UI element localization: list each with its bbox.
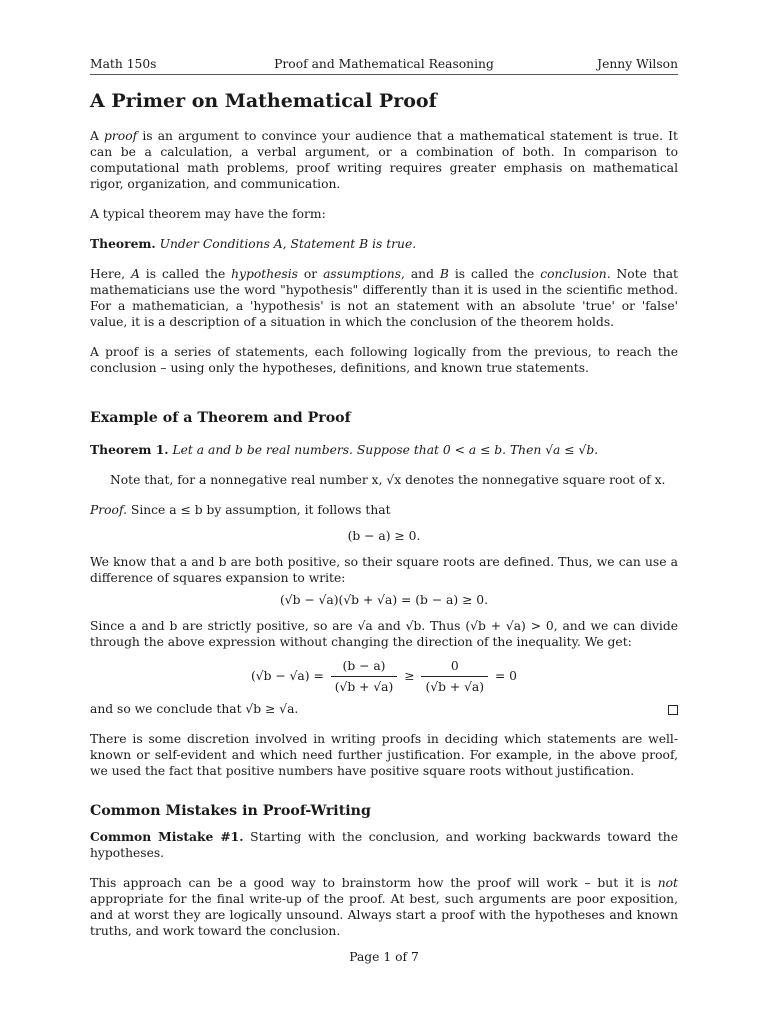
author-name: Jenny Wilson bbox=[597, 57, 678, 71]
proof-label: Proof. bbox=[90, 503, 127, 517]
theorem-1-text: Let a and b be real numbers. Suppose that 0 < a ≤ b. Then √a ≤ √b. bbox=[168, 443, 599, 457]
positivity-paragraph: Since a and b are strictly positive, so are √a and √b. Thus (√b + √a) > 0, and we can divide through the above expression without changing the direction of the inequality. We get: bbox=[90, 619, 678, 649]
fraction-1-denominator: (√b + √a) bbox=[334, 680, 394, 694]
text-run: or bbox=[297, 267, 324, 281]
eq3-rhs: = 0 bbox=[494, 669, 518, 683]
fraction-2-denominator: (√b + √a) bbox=[425, 680, 485, 694]
intro-paragraph-1 bbox=[90, 128, 678, 192]
math-B: B bbox=[439, 267, 449, 281]
course-title: Proof and Mathematical Reasoning bbox=[274, 57, 494, 71]
difference-of-squares-paragraph: We know that a and b are both positive, so their square roots are defined. Thus, we can use a difference of squares expansion to write: bbox=[90, 555, 678, 585]
mistake-1-label: Common Mistake #1. bbox=[90, 829, 244, 844]
theorem-label: Theorem. bbox=[90, 236, 156, 251]
mistake-1-text: Starting with the conclusion, and working backwards toward the hypotheses. bbox=[90, 830, 678, 860]
text-run: appropriate for the final write-up of the proof. At best, such arguments are poor exposition, and at worst they are logically unsound. Always start a proof with the hypotheses and known truths, and work toward the conclusion. bbox=[90, 892, 678, 938]
course-code: Math 150s bbox=[90, 57, 157, 71]
common-mistake-1 bbox=[90, 829, 678, 861]
proof-text: Since a ≤ b by assumption, it follows that bbox=[126, 503, 391, 517]
fraction-1-numerator: (b − a) bbox=[331, 658, 398, 677]
emph-not: not bbox=[657, 876, 678, 890]
emph-assumptions: assumptions bbox=[323, 267, 402, 281]
fraction-2 bbox=[421, 658, 488, 695]
intro-paragraph-3 bbox=[90, 266, 678, 330]
text-run: Note that mathematicians use the word "hypothesis" differently than it is used in the scientific method. For a mathematician, a 'hypothesis' is not an statement with an absolute 'true' or 'false' value, it is a description of a situation in which the conclusion of the theorem holds. bbox=[90, 267, 678, 329]
theorem-1 bbox=[90, 442, 678, 458]
intro-paragraph-2: A typical theorem may have the form: bbox=[90, 207, 326, 221]
text-run: is an argument to convince your audience that a mathematical statement is true. It can be a calculation, a verbal argument, or a combination of both. In comparison to computational math problems, proof writing requires greater emphasis on mathematical rigor, organization, and communication. bbox=[90, 129, 678, 191]
text-run: is called the bbox=[139, 267, 232, 281]
intro-paragraph-4: A proof is a series of statements, each following logically from the previous, to reach the conclusion – using only the hypotheses, definitions, and known true statements. bbox=[90, 345, 678, 375]
text-run: is called the bbox=[448, 267, 541, 281]
theorem-template bbox=[90, 236, 678, 252]
equation-2: (√b − √a)(√b + √a) = (b − a) ≥ 0. bbox=[279, 593, 489, 607]
theorem-1-label: Theorem 1. bbox=[90, 442, 169, 457]
eq3-lhs: (√b − √a) = bbox=[250, 669, 324, 683]
proof-start bbox=[90, 502, 678, 518]
emph-hypothesis: hypothesis bbox=[231, 267, 298, 281]
section-heading-mistakes: Common Mistakes in Proof-Writing bbox=[90, 803, 371, 819]
equation-3 bbox=[90, 658, 678, 695]
text-run: Here, bbox=[90, 267, 131, 281]
theorem-text: Under Conditions A, Statement B is true. bbox=[155, 237, 417, 251]
discretion-paragraph: There is some discretion involved in writing proofs in deciding which statements are well-known or self-evident and which need further justification. For example, in the above proof, we used the fact that positive numbers have positive square roots without justification. bbox=[90, 732, 678, 778]
emph-proof: proof bbox=[104, 129, 138, 143]
mistake-explanation bbox=[90, 875, 678, 939]
fraction-1 bbox=[331, 658, 398, 695]
text-run: A bbox=[90, 129, 105, 143]
page-title: A Primer on Mathematical Proof bbox=[90, 90, 437, 112]
header-rule bbox=[90, 74, 678, 75]
text-run: , and bbox=[401, 267, 440, 281]
text-run: This approach can be a good way to brainstorm how the proof will work – but it is bbox=[90, 876, 658, 890]
eq3-geq: ≥ bbox=[404, 669, 415, 683]
emph-conclusion: conclusion. bbox=[540, 267, 611, 281]
page-body bbox=[90, 86, 678, 939]
math-A: A bbox=[130, 267, 140, 281]
conclusion-line bbox=[90, 701, 678, 717]
conclusion-text: and so we conclude that √b ≥ √a. bbox=[90, 702, 299, 716]
qed-square-icon bbox=[668, 705, 678, 715]
sqrt-note: Note that, for a nonnegative real number x, √x denotes the nonnegative square root of x. bbox=[110, 473, 666, 487]
equation-1: (b − a) ≥ 0. bbox=[347, 529, 421, 543]
page-number: Page 1 of 7 bbox=[349, 950, 419, 964]
section-heading-example: Example of a Theorem and Proof bbox=[90, 410, 351, 426]
fraction-2-numerator: 0 bbox=[421, 658, 488, 677]
